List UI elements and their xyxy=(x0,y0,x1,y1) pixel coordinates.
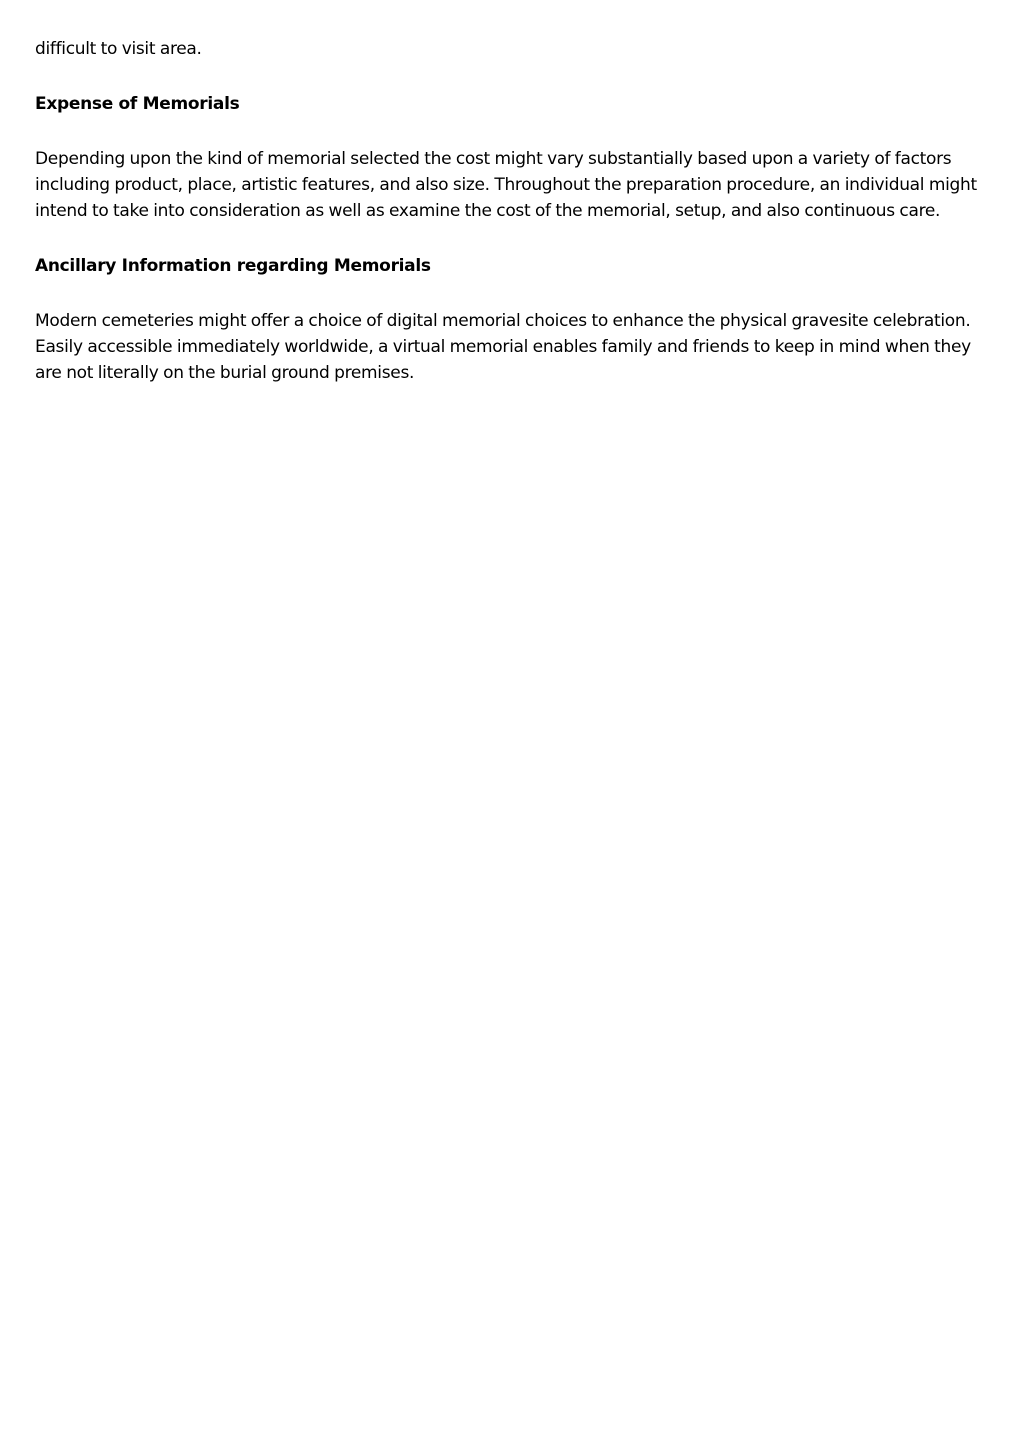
section-heading-ancillary: Ancillary Information regarding Memorials xyxy=(35,256,431,276)
section-body-expense: Depending upon the kind of memorial selected the cost might vary substantially based upon a variety of factors including product, place, artistic features, and also size. Throughout the preparation procedure, an individual might intend to take into consideration as well as examine the cost of the memorial, setup, and also continuous care. xyxy=(35,149,977,221)
section-body-ancillary: Modern cemeteries might offer a choice of digital memorial choices to enhance the physical gravesite celebration. Easily accessible immediately worldwide, a virtual memorial enables family and friends to keep in mind when they are not literally on the burial ground premises. xyxy=(35,311,971,383)
document-page xyxy=(35,36,995,386)
intro-fragment: difficult to visit area. xyxy=(35,39,202,59)
section-heading-expense: Expense of Memorials xyxy=(35,94,240,114)
